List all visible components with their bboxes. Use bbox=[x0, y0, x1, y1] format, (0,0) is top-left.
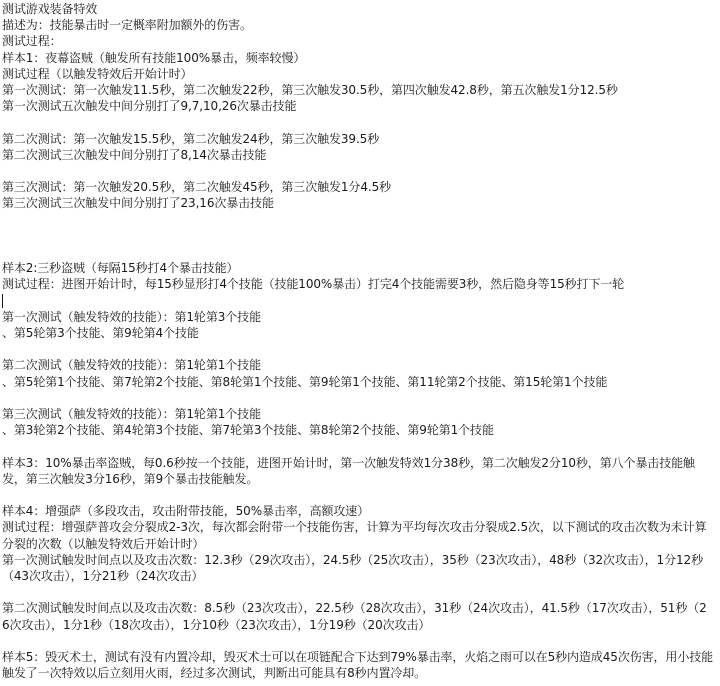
text-line: 第三次测试（触发特效的技能）：第1轮第1个技能 bbox=[2, 406, 261, 421]
text-line: 样本2:三秒盗贼（每隔15秒打4个暴击技能） bbox=[2, 261, 239, 276]
text-line: 测试过程（以触发特效后开始计时） bbox=[2, 66, 193, 81]
text-caret bbox=[2, 294, 3, 308]
text-line: 样本5：毁灭术士，测试有没有内置冷却，毁灭术士可以在项链配合下达到79%暴击率，火焰之雨可以在5秒内造成45次伤害，用小技能触发了一次特效以后立刻用火雨，经过多次测试，判断出可能具有8秒内置冷却。 bbox=[2, 649, 714, 681]
blank-line bbox=[2, 633, 714, 649]
text-line: 、第5轮第3个技能、第9轮第4个技能 bbox=[2, 325, 199, 340]
text-line: 第三次测试：第一次触发20.5秒，第二次触发45秒，第三次触发1分4.5秒 bbox=[2, 180, 392, 195]
blank-line bbox=[2, 438, 714, 454]
blank-line bbox=[2, 163, 714, 179]
text-line: 样本3：10%暴击率盗贼，每0.6秒按一个技能，进图开始计时，第一次触发特效1分38秒，第二次触发2分10秒，第八个暴击技能触发，第三次触发3分16秒，第9个暴击技能触发。 bbox=[2, 455, 695, 486]
blank-line bbox=[2, 390, 714, 406]
blank-line bbox=[2, 114, 714, 130]
text-line: 、第3轮第2个技能、第4轮第3个技能、第7轮第3个技能、第8轮第2个技能、第9轮第1个技能 bbox=[2, 423, 494, 438]
blank-line bbox=[2, 228, 714, 244]
blank-line bbox=[2, 244, 714, 260]
text-line: 第二次测试：第一次触发15.5秒，第二次触发24秒，第三次触发39.5秒 bbox=[2, 131, 380, 146]
text-line: 样本1：夜幕盗贼（触发所有技能100%暴击，频率较慢） bbox=[2, 50, 306, 65]
text-line: 描述为：技能暴击时一定概率附加额外的伤害。 bbox=[2, 18, 252, 33]
document-body[interactable] bbox=[2, 1, 714, 681]
text-line: 第二次测试（触发特效的技能）：第1轮第1个技能 bbox=[2, 358, 261, 373]
text-line: 测试过程：进图开始计时，每15秒显形打4个技能（技能100%暴击）打完4个技能需要3秒，然后隐身等15秒打下一轮 bbox=[2, 277, 625, 292]
blank-line bbox=[2, 212, 714, 228]
text-line: 第二次测试三次触发中间分别打了8,14次暴击技能 bbox=[2, 147, 267, 162]
blank-line bbox=[2, 293, 714, 309]
text-line: 第三次测试三次触发中间分别打了23,16次暴击技能 bbox=[2, 196, 274, 211]
text-line: 测试过程：增强萨普攻会分裂成2-3次，每次都会附带一个技能伤害，计算为平均每次攻击分裂成2.5次，以下测试的攻击次数为未计算分裂的次数（以触发特效后开始计时） bbox=[2, 520, 707, 551]
blank-line bbox=[2, 487, 714, 503]
text-line: 、第5轮第1个技能、第7轮第2个技能、第8轮第1个技能、第9轮第1个技能、第11轮第2个技能、第15轮第1个技能 bbox=[2, 374, 608, 389]
text-line: 第一次测试触发时间点以及攻击次数：12.3秒（29次攻击），24.5秒（25次攻击），35秒（23次攻击），48秒（32次攻击），1分12秒（43次攻击），1分21秒（24次攻击） bbox=[2, 552, 703, 583]
blank-line bbox=[2, 584, 714, 600]
text-line: 测试游戏装备特效 bbox=[2, 2, 98, 16]
blank-line bbox=[2, 341, 714, 357]
text-line: 样本4：增强萨（多段攻击，攻击附带技能，50%暴击率，高额攻速） bbox=[2, 504, 370, 519]
text-line: 第一次测试：第一次触发11.5秒，第二次触发22秒，第三次触发30.5秒，第四次触发42.8秒，第五次触发1分12.5秒 bbox=[2, 83, 618, 98]
text-line: 第一次测试（触发特效的技能）：第1轮第3个技能 bbox=[2, 309, 261, 324]
text-line: 第一次测试五次触发中间分别打了9,7,10,26次暴击技能 bbox=[2, 99, 297, 114]
text-line: 第二次测试触发时间点以及攻击次数：8.5秒（23次攻击），22.5秒（28次攻击），31秒（24次攻击），41.5秒（17次攻击），51秒（26次攻击），1分1秒（18次攻击），1分10秒（23次攻击），1分19秒（20次攻击） bbox=[2, 601, 707, 632]
text-line: 测试过程： bbox=[2, 34, 62, 49]
